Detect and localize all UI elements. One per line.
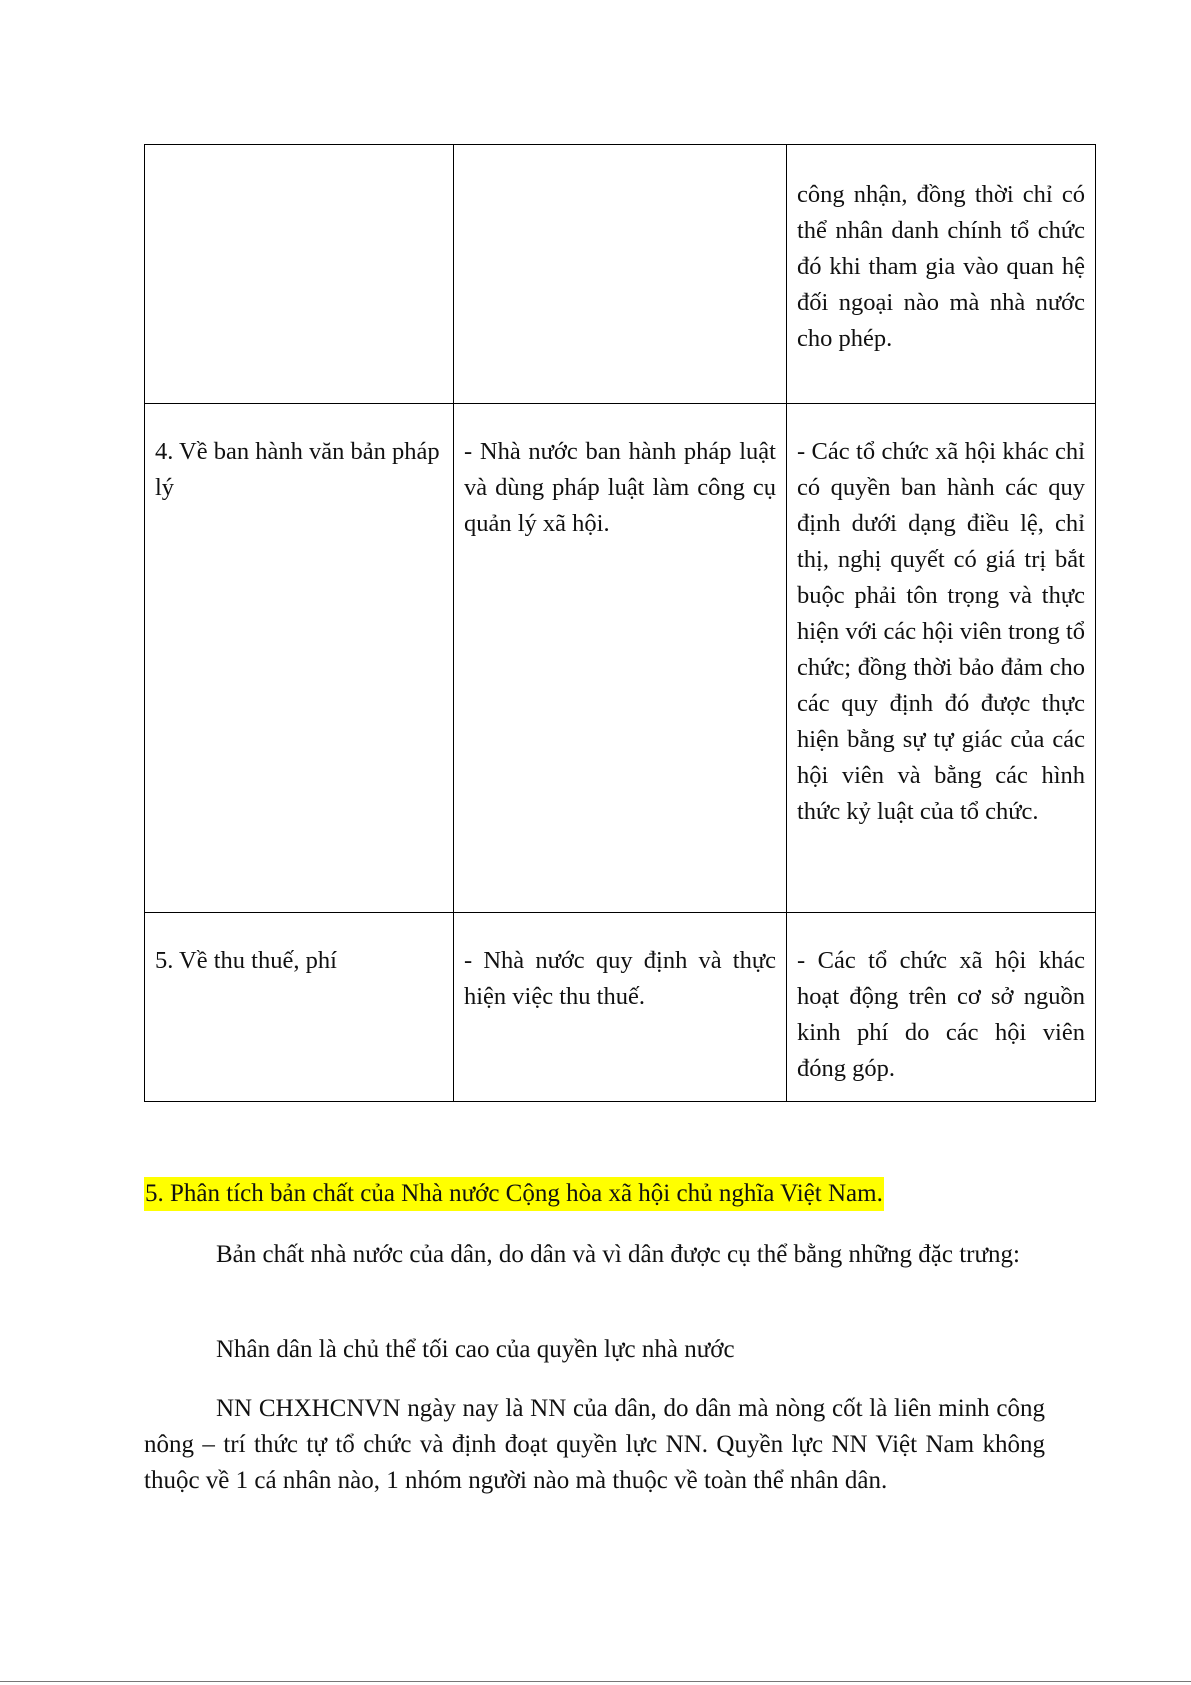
- state-cell: - Nhà nước quy định và thực hiện việc thu thuế.: [454, 913, 787, 1102]
- table-row: [145, 404, 1096, 913]
- state-cell: - Nhà nước ban hành pháp luật và dùng pháp luật làm công cụ quản lý xã hội.: [454, 404, 787, 913]
- other-orgs-cell: - Các tổ chức xã hội khác chỉ có quyền ban hành các quy định dưới dạng điều lệ, chỉ thị, nghị quyết có giá trị bắt buộc phải tôn trọng và thực hiện với các hội viên trong tổ chức; đồng thời bảo đảm cho các quy định đó được thực hiện bằng sự tự giác của các hội viên và bằng các hình thức kỷ luật của tổ chức.: [787, 404, 1096, 913]
- table-row: [145, 145, 1096, 404]
- state-cell: [454, 145, 787, 404]
- criterion-cell: [145, 145, 454, 404]
- other-orgs-cell: công nhận, đồng thời chỉ có thể nhân danh chính tổ chức đó khi tham gia vào quan hệ đối ngoại nào mà nhà nước cho phép.: [787, 145, 1096, 404]
- table-row: [145, 913, 1096, 1102]
- body-paragraph: Bản chất nhà nước của dân, do dân và vì dân được cụ thể bằng những đặc trưng:: [216, 1241, 1021, 1268]
- criterion-cell: 5. Về thu thuế, phí: [145, 913, 454, 1102]
- section-heading: 5. Phân tích bản chất của Nhà nước Cộng hòa xã hội chủ nghĩa Việt Nam.: [144, 1177, 884, 1211]
- page-bottom-rule: [0, 1681, 1191, 1682]
- body-paragraph: NN CHXHCNVN ngày nay là NN của dân, do dân mà nòng cốt là liên minh công nông – trí thức tự tổ chức và định đoạt quyền lực NN. Quyền lực NN Việt Nam không thuộc về 1 cá nhân nào, 1 nhóm người nào mà thuộc về toàn thể nhân dân.: [144, 1395, 1045, 1494]
- comparison-table: [144, 144, 1096, 1102]
- other-orgs-cell: - Các tổ chức xã hội khác hoạt động trên cơ sở nguồn kinh phí do các hội viên đóng góp.: [787, 913, 1096, 1102]
- criterion-cell: 4. Về ban hành văn bản pháp lý: [145, 404, 454, 913]
- body-paragraph: Nhân dân là chủ thể tối cao của quyền lực nhà nước: [216, 1336, 735, 1363]
